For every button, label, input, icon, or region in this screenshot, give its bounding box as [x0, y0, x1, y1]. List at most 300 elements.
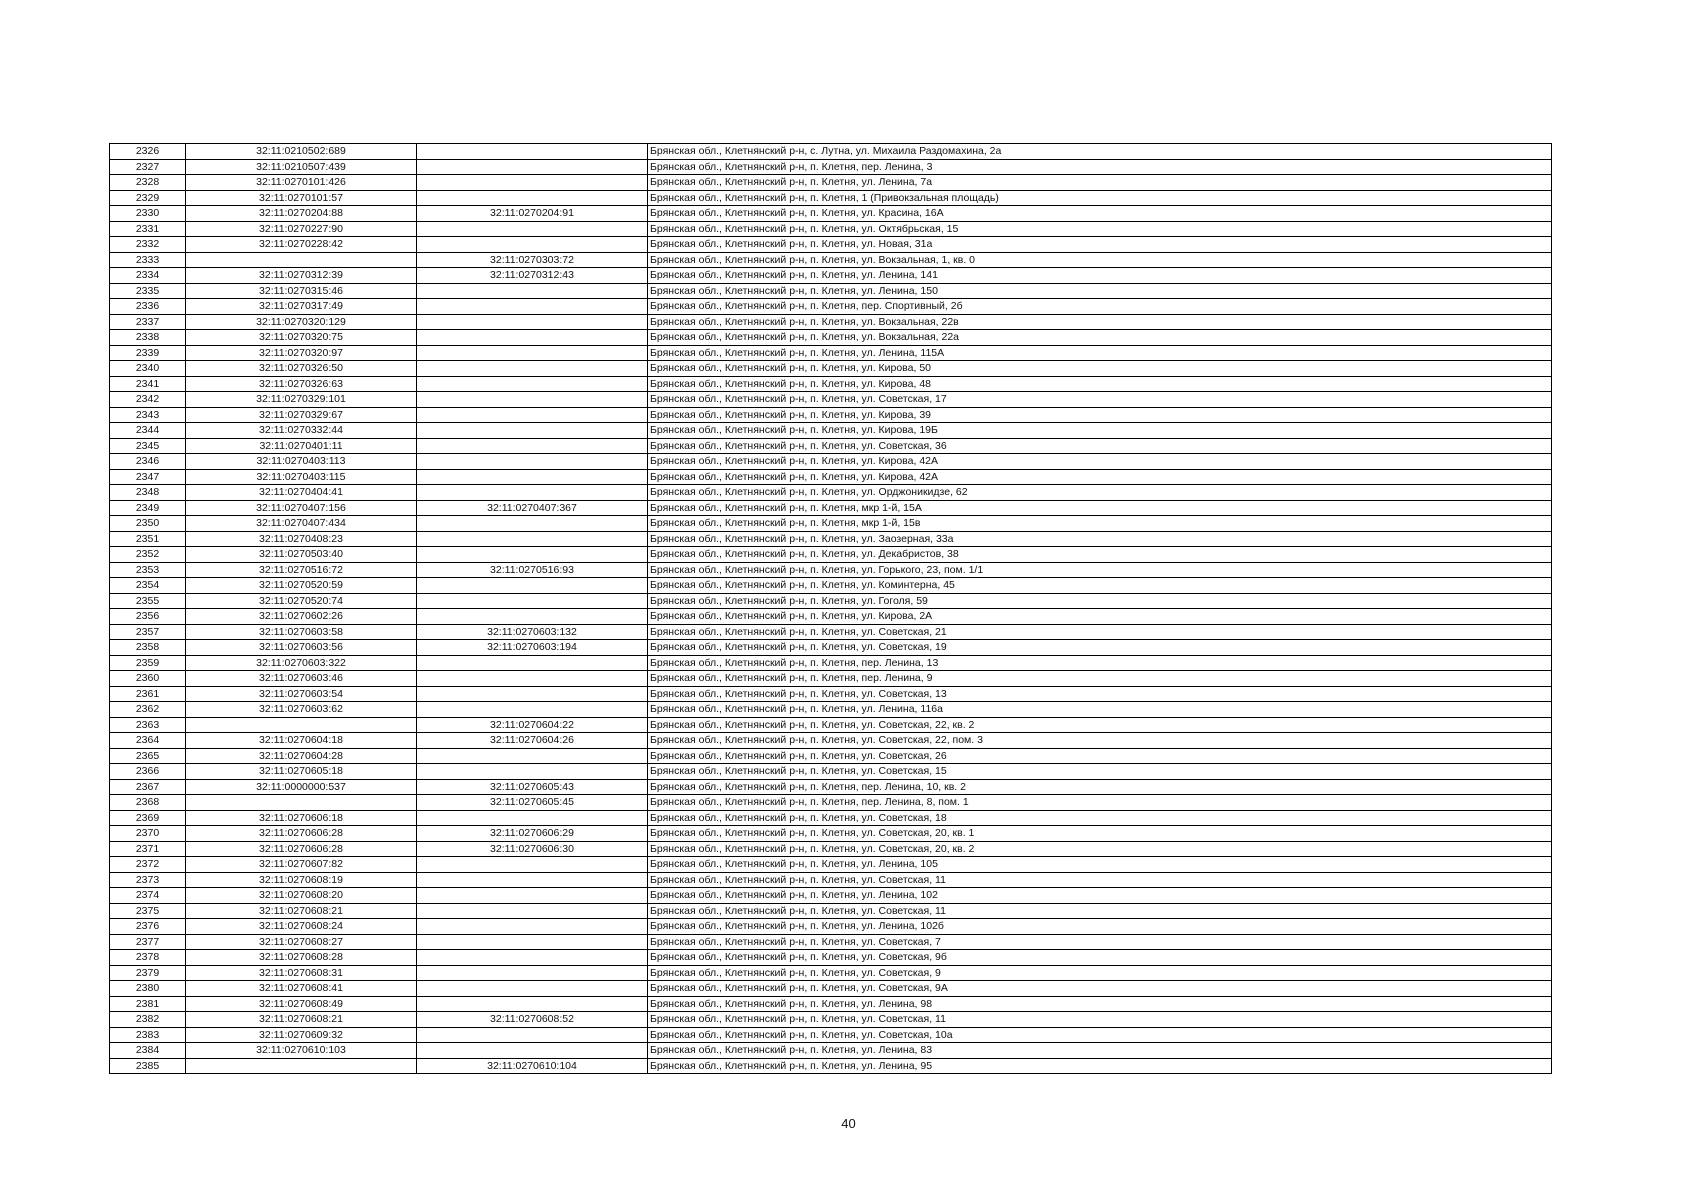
- table-row: [110, 965, 1552, 981]
- table-body: [110, 144, 1552, 1074]
- cadastral-number-cell: 32:11:0270227:90: [186, 221, 417, 237]
- building-cadastral-number-cell: [417, 361, 648, 377]
- row-number-cell: 2336: [110, 299, 186, 315]
- building-cadastral-number-cell: 32:11:0270608:52: [417, 1012, 648, 1028]
- cadastral-number-cell: 32:11:0270407:434: [186, 516, 417, 532]
- address-cell: Брянская обл., Клетнянский р-н, п. Клетня, ул. Советская, 11: [648, 1012, 1552, 1028]
- address-cell: Брянская обл., Клетнянский р-н, п. Клетня, ул. Советская, 7: [648, 934, 1552, 950]
- cadastral-number-cell: 32:11:0270608:41: [186, 981, 417, 997]
- row-number-cell: 2340: [110, 361, 186, 377]
- row-number-cell: 2353: [110, 562, 186, 578]
- table-row: [110, 516, 1552, 532]
- cadastral-number-cell: 32:11:0270520:74: [186, 593, 417, 609]
- row-number-cell: 2355: [110, 593, 186, 609]
- address-cell: Брянская обл., Клетнянский р-н, п. Клетня, ул. Ленина, 141: [648, 268, 1552, 284]
- building-cadastral-number-cell: 32:11:0270605:45: [417, 795, 648, 811]
- row-number-cell: 2369: [110, 810, 186, 826]
- row-number-cell: 2382: [110, 1012, 186, 1028]
- address-cell: Брянская обл., Клетнянский р-н, п. Клетня, ул. Орджоникидзе, 62: [648, 485, 1552, 501]
- table-row: [110, 934, 1552, 950]
- cadastral-number-cell: 32:11:0270605:18: [186, 764, 417, 780]
- building-cadastral-number-cell: 32:11:0270604:26: [417, 733, 648, 749]
- row-number-cell: 2375: [110, 903, 186, 919]
- row-number-cell: 2366: [110, 764, 186, 780]
- address-cell: Брянская обл., Клетнянский р-н, п. Клетня, ул. Декабристов, 38: [648, 547, 1552, 563]
- row-number-cell: 2357: [110, 624, 186, 640]
- table-row: [110, 950, 1552, 966]
- cadastral-number-cell: 32:11:0210502:689: [186, 144, 417, 160]
- address-cell: Брянская обл., Клетнянский р-н, с. Лутна, ул. Михаила Раздомахина, 2а: [648, 144, 1552, 160]
- row-number-cell: 2358: [110, 640, 186, 656]
- cadastral-number-cell: 32:11:0270204:88: [186, 206, 417, 222]
- address-cell: Брянская обл., Клетнянский р-н, п. Клетня, ул. Вокзальная, 22а: [648, 330, 1552, 346]
- row-number-cell: 2371: [110, 841, 186, 857]
- address-cell: Брянская обл., Клетнянский р-н, п. Клетня, ул. Советская, 36: [648, 438, 1552, 454]
- building-cadastral-number-cell: [417, 485, 648, 501]
- address-cell: Брянская обл., Клетнянский р-н, п. Клетня, ул. Советская, 21: [648, 624, 1552, 640]
- cadastral-number-cell: 32:11:0270101:57: [186, 190, 417, 206]
- building-cadastral-number-cell: [417, 903, 648, 919]
- address-cell: Брянская обл., Клетнянский р-н, п. Клетня, ул. Горького, 23, пом. 1/1: [648, 562, 1552, 578]
- cadastral-number-cell: 32:11:0270608:21: [186, 903, 417, 919]
- table-row: [110, 1043, 1552, 1059]
- address-cell: Брянская обл., Клетнянский р-н, п. Клетня, ул. Кирова, 2А: [648, 609, 1552, 625]
- building-cadastral-number-cell: [417, 237, 648, 253]
- building-cadastral-number-cell: [417, 423, 648, 439]
- row-number-cell: 2347: [110, 469, 186, 485]
- table-row: [110, 981, 1552, 997]
- cadastral-number-cell: 32:11:0270320:129: [186, 314, 417, 330]
- table-row: [110, 438, 1552, 454]
- building-cadastral-number-cell: [417, 981, 648, 997]
- address-cell: Брянская обл., Клетнянский р-н, п. Клетня, 1 (Привокзальная площадь): [648, 190, 1552, 206]
- row-number-cell: 2344: [110, 423, 186, 439]
- cadastral-number-cell: 32:11:0270401:11: [186, 438, 417, 454]
- row-number-cell: 2349: [110, 500, 186, 516]
- building-cadastral-number-cell: [417, 144, 648, 160]
- cadastral-number-cell: 32:11:0270604:28: [186, 748, 417, 764]
- cadastral-number-cell: [186, 252, 417, 268]
- address-cell: Брянская обл., Клетнянский р-н, п. Клетня, ул. Советская, 26: [648, 748, 1552, 764]
- table-row: [110, 810, 1552, 826]
- row-number-cell: 2337: [110, 314, 186, 330]
- row-number-cell: 2328: [110, 175, 186, 191]
- row-number-cell: 2370: [110, 826, 186, 842]
- table-row: [110, 175, 1552, 191]
- address-cell: Брянская обл., Клетнянский р-н, п. Клетня, пер. Спортивный, 2б: [648, 299, 1552, 315]
- cadastral-number-cell: 32:11:0270101:426: [186, 175, 417, 191]
- building-cadastral-number-cell: [417, 686, 648, 702]
- row-number-cell: 2384: [110, 1043, 186, 1059]
- table-row: [110, 500, 1552, 516]
- row-number-cell: 2346: [110, 454, 186, 470]
- table-row: [110, 485, 1552, 501]
- address-cell: Брянская обл., Клетнянский р-н, п. Клетня, пер. Ленина, 13: [648, 655, 1552, 671]
- building-cadastral-number-cell: [417, 810, 648, 826]
- row-number-cell: 2360: [110, 671, 186, 687]
- table-row: [110, 748, 1552, 764]
- table-row: [110, 376, 1552, 392]
- address-cell: Брянская обл., Клетнянский р-н, п. Клетня, ул. Советская, 10а: [648, 1027, 1552, 1043]
- cadastral-number-cell: 32:11:0270520:59: [186, 578, 417, 594]
- row-number-cell: 2362: [110, 702, 186, 718]
- address-cell: Брянская обл., Клетнянский р-н, п. Клетня, ул. Советская, 20, кв. 2: [648, 841, 1552, 857]
- cadastral-number-cell: 32:11:0270403:113: [186, 454, 417, 470]
- address-cell: Брянская обл., Клетнянский р-н, п. Клетня, ул. Ленина, 98: [648, 996, 1552, 1012]
- building-cadastral-number-cell: 32:11:0270606:30: [417, 841, 648, 857]
- building-cadastral-number-cell: [417, 1043, 648, 1059]
- address-cell: Брянская обл., Клетнянский р-н, п. Клетня, ул. Кирова, 42А: [648, 454, 1552, 470]
- cadastral-number-cell: 32:11:0000000:537: [186, 779, 417, 795]
- table-row: [110, 314, 1552, 330]
- row-number-cell: 2338: [110, 330, 186, 346]
- row-number-cell: 2352: [110, 547, 186, 563]
- row-number-cell: 2368: [110, 795, 186, 811]
- cadastral-number-cell: 32:11:0270608:28: [186, 950, 417, 966]
- table-row: [110, 903, 1552, 919]
- address-cell: Брянская обл., Клетнянский р-н, п. Клетня, пер. Ленина, 8, пом. 1: [648, 795, 1552, 811]
- cadastral-number-cell: 32:11:0270608:27: [186, 934, 417, 950]
- cadastral-number-cell: 32:11:0270326:63: [186, 376, 417, 392]
- cadastral-number-cell: 32:11:0270608:21: [186, 1012, 417, 1028]
- building-cadastral-number-cell: 32:11:0270312:43: [417, 268, 648, 284]
- table-row: [110, 361, 1552, 377]
- row-number-cell: 2363: [110, 717, 186, 733]
- row-number-cell: 2372: [110, 857, 186, 873]
- cadastral-number-cell: 32:11:0270317:49: [186, 299, 417, 315]
- building-cadastral-number-cell: [417, 376, 648, 392]
- table-row: [110, 609, 1552, 625]
- building-cadastral-number-cell: [417, 872, 648, 888]
- address-cell: Брянская обл., Клетнянский р-н, п. Клетня, ул. Вокзальная, 22в: [648, 314, 1552, 330]
- cadastral-number-cell: 32:11:0270604:18: [186, 733, 417, 749]
- building-cadastral-number-cell: [417, 190, 648, 206]
- row-number-cell: 2326: [110, 144, 186, 160]
- address-cell: Брянская обл., Клетнянский р-н, п. Клетня, ул. Кирова, 42А: [648, 469, 1552, 485]
- table-row: [110, 686, 1552, 702]
- cadastral-number-cell: 32:11:0270503:40: [186, 547, 417, 563]
- table-row: [110, 841, 1552, 857]
- address-cell: Брянская обл., Клетнянский р-н, п. Клетня, ул. Советская, 20, кв. 1: [648, 826, 1552, 842]
- table-row: [110, 779, 1552, 795]
- building-cadastral-number-cell: [417, 764, 648, 780]
- table-row: [110, 888, 1552, 904]
- building-cadastral-number-cell: [417, 516, 648, 532]
- cadastral-number-cell: 32:11:0270404:41: [186, 485, 417, 501]
- building-cadastral-number-cell: 32:11:0270610:104: [417, 1058, 648, 1074]
- address-cell: Брянская обл., Клетнянский р-н, п. Клетня, ул. Ленина, 83: [648, 1043, 1552, 1059]
- cadastral-number-cell: 32:11:0270608:19: [186, 872, 417, 888]
- building-cadastral-number-cell: [417, 314, 648, 330]
- address-cell: Брянская обл., Клетнянский р-н, п. Клетня, пер. Ленина, 3: [648, 159, 1552, 175]
- row-number-cell: 2339: [110, 345, 186, 361]
- table-row: [110, 330, 1552, 346]
- row-number-cell: 2342: [110, 392, 186, 408]
- building-cadastral-number-cell: [417, 655, 648, 671]
- row-number-cell: 2378: [110, 950, 186, 966]
- address-cell: Брянская обл., Клетнянский р-н, п. Клетня, ул. Советская, 9А: [648, 981, 1552, 997]
- table-row: [110, 733, 1552, 749]
- table-row: [110, 206, 1552, 222]
- address-cell: Брянская обл., Клетнянский р-н, п. Клетня, ул. Ленина, 105: [648, 857, 1552, 873]
- address-cell: Брянская обл., Клетнянский р-н, п. Клетня, ул. Октябрьская, 15: [648, 221, 1552, 237]
- cadastral-number-cell: 32:11:0270610:103: [186, 1043, 417, 1059]
- table-row: [110, 624, 1552, 640]
- building-cadastral-number-cell: [417, 392, 648, 408]
- table-row: [110, 159, 1552, 175]
- address-cell: Брянская обл., Клетнянский р-н, п. Клетня, ул. Советская, 22, пом. 3: [648, 733, 1552, 749]
- address-cell: Брянская обл., Клетнянский р-н, п. Клетня, ул. Ленина, 115А: [648, 345, 1552, 361]
- cadastral-number-cell: 32:11:0270315:46: [186, 283, 417, 299]
- building-cadastral-number-cell: 32:11:0270605:43: [417, 779, 648, 795]
- table-row: [110, 423, 1552, 439]
- cadastral-number-cell: 32:11:0270606:28: [186, 841, 417, 857]
- table-row: [110, 919, 1552, 935]
- table-row: [110, 1027, 1552, 1043]
- cadastral-number-cell: 32:11:0270608:31: [186, 965, 417, 981]
- row-number-cell: 2348: [110, 485, 186, 501]
- table-row: [110, 531, 1552, 547]
- table-row: [110, 764, 1552, 780]
- cadastral-number-cell: 32:11:0270228:42: [186, 237, 417, 253]
- table-row: [110, 252, 1552, 268]
- property-table: [109, 143, 1552, 1074]
- address-cell: Брянская обл., Клетнянский р-н, п. Клетня, ул. Гоголя, 59: [648, 593, 1552, 609]
- table-row: [110, 671, 1552, 687]
- building-cadastral-number-cell: [417, 888, 648, 904]
- address-cell: Брянская обл., Клетнянский р-н, п. Клетня, ул. Советская, 11: [648, 903, 1552, 919]
- page-number: 40: [841, 1116, 856, 1131]
- table-row: [110, 237, 1552, 253]
- address-cell: Брянская обл., Клетнянский р-н, п. Клетня, ул. Советская, 19: [648, 640, 1552, 656]
- building-cadastral-number-cell: 32:11:0270603:194: [417, 640, 648, 656]
- row-number-cell: 2341: [110, 376, 186, 392]
- table-row: [110, 578, 1552, 594]
- cadastral-number-cell: 32:11:0270312:39: [186, 268, 417, 284]
- cadastral-number-cell: 32:11:0270408:23: [186, 531, 417, 547]
- address-cell: Брянская обл., Клетнянский р-н, п. Клетня, мкр 1-й, 15А: [648, 500, 1552, 516]
- address-cell: Брянская обл., Клетнянский р-н, п. Клетня, ул. Кирова, 48: [648, 376, 1552, 392]
- building-cadastral-number-cell: 32:11:0270407:367: [417, 500, 648, 516]
- address-cell: Брянская обл., Клетнянский р-н, п. Клетня, ул. Советская, 11: [648, 872, 1552, 888]
- address-cell: Брянская обл., Клетнянский р-н, п. Клетня, ул. Заозерная, 33а: [648, 531, 1552, 547]
- cadastral-number-cell: [186, 1058, 417, 1074]
- address-cell: Брянская обл., Клетнянский р-н, п. Клетня, ул. Кирова, 19Б: [648, 423, 1552, 439]
- row-number-cell: 2327: [110, 159, 186, 175]
- table-row: [110, 190, 1552, 206]
- table-row: [110, 547, 1552, 563]
- address-cell: Брянская обл., Клетнянский р-н, п. Клетня, ул. Кирова, 50: [648, 361, 1552, 377]
- building-cadastral-number-cell: [417, 702, 648, 718]
- address-cell: Брянская обл., Клетнянский р-н, п. Клетня, ул. Ленина, 7а: [648, 175, 1552, 191]
- building-cadastral-number-cell: [417, 857, 648, 873]
- building-cadastral-number-cell: [417, 919, 648, 935]
- building-cadastral-number-cell: [417, 1027, 648, 1043]
- row-number-cell: 2335: [110, 283, 186, 299]
- table-row: [110, 717, 1552, 733]
- table-row: [110, 299, 1552, 315]
- cadastral-number-cell: 32:11:0270603:56: [186, 640, 417, 656]
- building-cadastral-number-cell: [417, 407, 648, 423]
- address-cell: Брянская обл., Клетнянский р-н, п. Клетня, ул. Ленина, 102: [648, 888, 1552, 904]
- row-number-cell: 2379: [110, 965, 186, 981]
- table-row: [110, 593, 1552, 609]
- address-cell: Брянская обл., Клетнянский р-н, п. Клетня, ул. Красина, 16А: [648, 206, 1552, 222]
- cadastral-number-cell: 32:11:0270603:58: [186, 624, 417, 640]
- table-row: [110, 996, 1552, 1012]
- row-number-cell: 2376: [110, 919, 186, 935]
- cadastral-number-cell: [186, 795, 417, 811]
- building-cadastral-number-cell: [417, 438, 648, 454]
- address-cell: Брянская обл., Клетнянский р-н, п. Клетня, ул. Советская, 18: [648, 810, 1552, 826]
- building-cadastral-number-cell: 32:11:0270604:22: [417, 717, 648, 733]
- cadastral-number-cell: 32:11:0270603:322: [186, 655, 417, 671]
- address-cell: Брянская обл., Клетнянский р-н, п. Клетня, пер. Ленина, 9: [648, 671, 1552, 687]
- building-cadastral-number-cell: [417, 469, 648, 485]
- address-cell: Брянская обл., Клетнянский р-н, п. Клетня, пер. Ленина, 10, кв. 2: [648, 779, 1552, 795]
- table-row: [110, 872, 1552, 888]
- table-row: [110, 640, 1552, 656]
- building-cadastral-number-cell: [417, 175, 648, 191]
- table-row: [110, 469, 1552, 485]
- table-row: [110, 655, 1552, 671]
- building-cadastral-number-cell: [417, 748, 648, 764]
- cadastral-number-cell: 32:11:0270320:97: [186, 345, 417, 361]
- address-cell: Брянская обл., Клетнянский р-н, п. Клетня, ул. Советская, 17: [648, 392, 1552, 408]
- cadastral-number-cell: 32:11:0270326:50: [186, 361, 417, 377]
- row-number-cell: 2380: [110, 981, 186, 997]
- row-number-cell: 2356: [110, 609, 186, 625]
- building-cadastral-number-cell: 32:11:0270603:132: [417, 624, 648, 640]
- cadastral-number-cell: 32:11:0270603:54: [186, 686, 417, 702]
- row-number-cell: 2383: [110, 1027, 186, 1043]
- address-cell: Брянская обл., Клетнянский р-н, п. Клетня, ул. Ленина, 95: [648, 1058, 1552, 1074]
- table-row: [110, 795, 1552, 811]
- table-row: [110, 454, 1552, 470]
- cadastral-number-cell: 32:11:0270606:28: [186, 826, 417, 842]
- building-cadastral-number-cell: [417, 159, 648, 175]
- row-number-cell: 2345: [110, 438, 186, 454]
- cadastral-number-cell: 32:11:0270332:44: [186, 423, 417, 439]
- row-number-cell: 2331: [110, 221, 186, 237]
- row-number-cell: 2365: [110, 748, 186, 764]
- cadastral-number-cell: [186, 717, 417, 733]
- address-cell: Брянская обл., Клетнянский р-н, п. Клетня, ул. Советская, 9б: [648, 950, 1552, 966]
- building-cadastral-number-cell: 32:11:0270606:29: [417, 826, 648, 842]
- row-number-cell: 2367: [110, 779, 186, 795]
- building-cadastral-number-cell: [417, 345, 648, 361]
- cadastral-number-cell: 32:11:0270607:82: [186, 857, 417, 873]
- row-number-cell: 2361: [110, 686, 186, 702]
- row-number-cell: 2354: [110, 578, 186, 594]
- address-cell: Брянская обл., Клетнянский р-н, п. Клетня, ул. Советская, 13: [648, 686, 1552, 702]
- cadastral-number-cell: 32:11:0270403:115: [186, 469, 417, 485]
- address-cell: Брянская обл., Клетнянский р-н, п. Клетня, ул. Вокзальная, 1, кв. 0: [648, 252, 1552, 268]
- address-cell: Брянская обл., Клетнянский р-н, п. Клетня, мкр 1-й, 15в: [648, 516, 1552, 532]
- table-row: [110, 221, 1552, 237]
- address-cell: Брянская обл., Клетнянский р-н, п. Клетня, ул. Ленина, 150: [648, 283, 1552, 299]
- row-number-cell: 2359: [110, 655, 186, 671]
- cadastral-number-cell: 32:11:0270603:46: [186, 671, 417, 687]
- table-row: [110, 562, 1552, 578]
- row-number-cell: 2330: [110, 206, 186, 222]
- row-number-cell: 2377: [110, 934, 186, 950]
- cadastral-number-cell: 32:11:0270407:156: [186, 500, 417, 516]
- cadastral-number-cell: 32:11:0270329:101: [186, 392, 417, 408]
- table-row: [110, 407, 1552, 423]
- building-cadastral-number-cell: [417, 221, 648, 237]
- building-cadastral-number-cell: [417, 531, 648, 547]
- building-cadastral-number-cell: [417, 934, 648, 950]
- cadastral-number-cell: 32:11:0270602:26: [186, 609, 417, 625]
- building-cadastral-number-cell: [417, 950, 648, 966]
- address-cell: Брянская обл., Клетнянский р-н, п. Клетня, ул. Ленина, 116а: [648, 702, 1552, 718]
- building-cadastral-number-cell: [417, 965, 648, 981]
- table-row: [110, 1012, 1552, 1028]
- building-cadastral-number-cell: 32:11:0270516:93: [417, 562, 648, 578]
- building-cadastral-number-cell: 32:11:0270204:91: [417, 206, 648, 222]
- row-number-cell: 2364: [110, 733, 186, 749]
- address-cell: Брянская обл., Клетнянский р-н, п. Клетня, ул. Ленина, 102б: [648, 919, 1552, 935]
- cadastral-number-cell: 32:11:0270608:24: [186, 919, 417, 935]
- row-number-cell: 2350: [110, 516, 186, 532]
- building-cadastral-number-cell: [417, 593, 648, 609]
- row-number-cell: 2329: [110, 190, 186, 206]
- cadastral-number-cell: 32:11:0270329:67: [186, 407, 417, 423]
- table-row: [110, 702, 1552, 718]
- address-cell: Брянская обл., Клетнянский р-н, п. Клетня, ул. Кирова, 39: [648, 407, 1552, 423]
- table-row: [110, 268, 1552, 284]
- address-cell: Брянская обл., Клетнянский р-н, п. Клетня, ул. Советская, 22, кв. 2: [648, 717, 1552, 733]
- cadastral-number-cell: 32:11:0270516:72: [186, 562, 417, 578]
- row-number-cell: 2373: [110, 872, 186, 888]
- building-cadastral-number-cell: [417, 283, 648, 299]
- building-cadastral-number-cell: [417, 547, 648, 563]
- building-cadastral-number-cell: [417, 609, 648, 625]
- building-cadastral-number-cell: [417, 330, 648, 346]
- cadastral-number-cell: 32:11:0270608:49: [186, 996, 417, 1012]
- row-number-cell: 2332: [110, 237, 186, 253]
- cadastral-number-cell: 32:11:0270609:32: [186, 1027, 417, 1043]
- row-number-cell: 2351: [110, 531, 186, 547]
- row-number-cell: 2334: [110, 268, 186, 284]
- cadastral-number-cell: 32:11:0270320:75: [186, 330, 417, 346]
- building-cadastral-number-cell: [417, 454, 648, 470]
- address-cell: Брянская обл., Клетнянский р-н, п. Клетня, ул. Советская, 15: [648, 764, 1552, 780]
- table-row: [110, 283, 1552, 299]
- cadastral-number-cell: 32:11:0270603:62: [186, 702, 417, 718]
- building-cadastral-number-cell: [417, 578, 648, 594]
- row-number-cell: 2333: [110, 252, 186, 268]
- row-number-cell: 2381: [110, 996, 186, 1012]
- cadastral-number-cell: 32:11:0210507:439: [186, 159, 417, 175]
- table-row: [110, 857, 1552, 873]
- address-cell: Брянская обл., Клетнянский р-н, п. Клетня, ул. Коминтерна, 45: [648, 578, 1552, 594]
- address-cell: Брянская обл., Клетнянский р-н, п. Клетня, ул. Новая, 31а: [648, 237, 1552, 253]
- table-row: [110, 392, 1552, 408]
- building-cadastral-number-cell: 32:11:0270303:72: [417, 252, 648, 268]
- cadastral-number-cell: 32:11:0270608:20: [186, 888, 417, 904]
- table-row: [110, 1058, 1552, 1074]
- table-row: [110, 144, 1552, 160]
- address-cell: Брянская обл., Клетнянский р-н, п. Клетня, ул. Советская, 9: [648, 965, 1552, 981]
- table-row: [110, 345, 1552, 361]
- building-cadastral-number-cell: [417, 299, 648, 315]
- table-row: [110, 826, 1552, 842]
- building-cadastral-number-cell: [417, 996, 648, 1012]
- building-cadastral-number-cell: [417, 671, 648, 687]
- row-number-cell: 2343: [110, 407, 186, 423]
